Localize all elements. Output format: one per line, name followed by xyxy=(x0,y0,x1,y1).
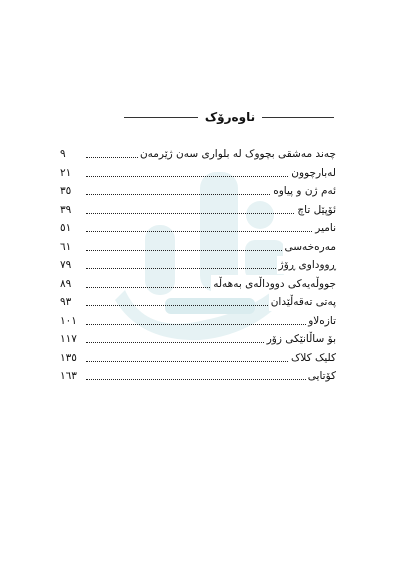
toc-entry-page: ٣٩ xyxy=(60,201,86,219)
toc-entry-title: نامیر xyxy=(313,219,336,237)
toc-entry-title: جووڵەیەکی دووداڵەی بەهەڵە xyxy=(211,275,336,293)
toc-leader-dots xyxy=(86,379,336,380)
toc-header xyxy=(0,106,400,128)
toc-entry-title: تازەلاو xyxy=(306,312,336,330)
toc-entry xyxy=(60,201,336,220)
toc-entry-page: ٧٩ xyxy=(60,256,86,274)
toc-entry-page: ١١٧ xyxy=(60,330,86,348)
toc-heading: ناوەرۆک xyxy=(204,110,256,124)
toc-entry-page: ١٦٣ xyxy=(60,367,86,385)
toc-entry xyxy=(60,275,336,294)
toc-entry-title: ئەم ژن و پیاوە xyxy=(271,182,336,200)
toc-entry-page: ٩٣ xyxy=(60,293,86,311)
toc-entry xyxy=(60,293,336,312)
toc-leader-dots xyxy=(86,231,336,232)
toc-entry-page: ٥١ xyxy=(60,219,86,237)
toc-entry-page: ٦١ xyxy=(60,238,86,256)
toc-entry-title: مەرەخەسی xyxy=(283,238,337,256)
toc-entry-title: لەبارچوون xyxy=(289,164,336,182)
toc-list xyxy=(60,145,336,386)
toc-entry-page: ١٣٥ xyxy=(60,349,86,367)
toc-entry-title: ڕووداوی ڕۆژ xyxy=(277,256,336,274)
toc-entry-title: کۆتایی xyxy=(306,367,336,385)
toc-entry-page: ١٠١ xyxy=(60,312,86,330)
toc-leader-dots xyxy=(86,324,336,325)
header-rule-right xyxy=(262,117,334,118)
toc-entry-page: ٨٩ xyxy=(60,275,86,293)
toc-entry-title: ئۆپێل تاچ xyxy=(295,201,336,219)
toc-entry xyxy=(60,145,336,164)
toc-entry-page: ٢١ xyxy=(60,164,86,182)
toc-entry-page: ٣٥ xyxy=(60,182,86,200)
toc-entry xyxy=(60,238,336,257)
toc-entry xyxy=(60,330,336,349)
header-rule-left xyxy=(124,117,198,118)
toc-entry xyxy=(60,367,336,386)
toc-entry-title: کلیک کلاک xyxy=(289,349,336,367)
toc-entry xyxy=(60,219,336,238)
toc-entry-title: بۆ ساڵانێکی زۆر xyxy=(265,330,336,348)
toc-entry xyxy=(60,182,336,201)
toc-entry-page: ٩ xyxy=(60,145,86,163)
toc-entry xyxy=(60,312,336,331)
toc-entry xyxy=(60,349,336,368)
toc-entry xyxy=(60,164,336,183)
toc-entry-title: چەند مەشقی بچووک لە بلواری سەن ژێرمەن xyxy=(138,145,336,163)
toc-entry-title: پەتی تەقەڵێدان xyxy=(269,293,336,311)
toc-entry xyxy=(60,256,336,275)
